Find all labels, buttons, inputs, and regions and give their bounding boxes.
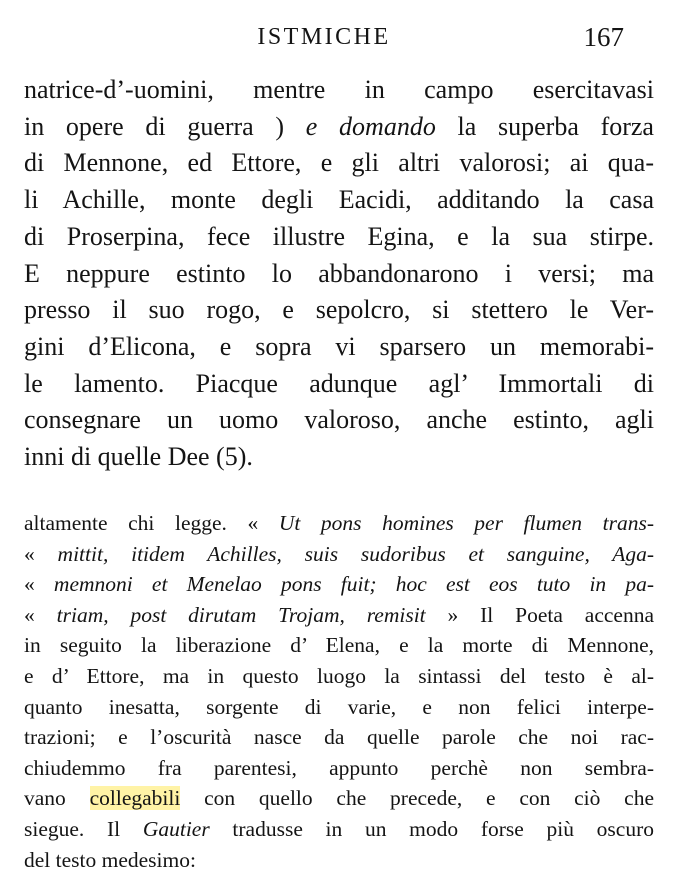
page-header bbox=[24, 22, 624, 52]
quote-mark: « bbox=[24, 602, 57, 627]
note-line bbox=[24, 783, 654, 814]
text-segment: altamente chi legge. « bbox=[24, 511, 279, 535]
note-line: e d’ Ettore, ma in questo luogo la sintassi del testo è al- bbox=[24, 663, 654, 688]
latin-quote: memnoni et Menelao pons fuit; hoc est eos tuto in pa- bbox=[53, 572, 654, 597]
text-line: presso il suo rogo, e sepolcro, si stettero le Ver- bbox=[24, 295, 654, 325]
quote-mark: « bbox=[24, 541, 58, 566]
text-segment: siegue. Il bbox=[24, 816, 143, 841]
text-line: inni di quelle Dee (5). bbox=[24, 442, 253, 472]
latin-quote: Ut pons homines per flumen trans- bbox=[278, 511, 654, 535]
note-line bbox=[24, 539, 654, 570]
note-line bbox=[24, 600, 654, 631]
text-line: le lamento. Piacque adunque agl’ Immortali di bbox=[24, 368, 654, 398]
text-line: E neppure estinto lo abbandonarono i versi; ma bbox=[24, 258, 654, 288]
note-line bbox=[24, 814, 654, 845]
note-line bbox=[24, 508, 654, 539]
latin-quote: mittit, itidem Achilles, suis sudoribus et sanguine, Aga- bbox=[57, 541, 655, 566]
text-line: consegnare un uomo valoroso, anche estinto, agli bbox=[24, 405, 654, 435]
text-segment: con quello che precede, e con ciò che bbox=[180, 786, 655, 811]
note-line: chiudemmo fra parentesi, appunto perchè non sembra- bbox=[24, 755, 654, 780]
main-paragraph bbox=[24, 72, 654, 476]
page-number: 167 bbox=[583, 22, 624, 52]
text-line: li Achille, monte degli Eacidi, additando la casa bbox=[24, 185, 654, 215]
highlighted-word[interactable]: collegabili bbox=[89, 786, 181, 811]
italic-phrase: e domando bbox=[305, 111, 436, 141]
text-segment: vano bbox=[24, 786, 90, 811]
note-line bbox=[24, 569, 654, 600]
text-segment: » Il Poeta accenna bbox=[425, 602, 654, 627]
author-name: Gautier bbox=[142, 816, 210, 841]
latin-quote: triam, post dirutam Trojam, remisit bbox=[56, 602, 426, 627]
note-line: quanto inesatta, sorgente di varie, e non felici interpe- bbox=[24, 694, 654, 719]
quote-mark: « bbox=[24, 572, 54, 597]
text-line: di Proserpina, fece illustre Egina, e la sua stirpe. bbox=[24, 221, 654, 251]
note-line: del testo medesimo: bbox=[24, 847, 196, 872]
text-segment: tradusse in un modo forse più oscuro bbox=[209, 816, 655, 841]
running-head: ISTMICHE bbox=[257, 24, 391, 50]
text-line bbox=[24, 109, 654, 146]
commentary-notes bbox=[24, 508, 654, 875]
text-segment: la superba forza bbox=[435, 111, 654, 141]
text-line: di Mennone, ed Ettore, e gli altri valorosi; ai qua- bbox=[24, 148, 654, 178]
note-line: in seguito la liberazione d’ Elena, e la morte di Mennone, bbox=[24, 633, 654, 658]
text-segment: in opere di guerra ) bbox=[24, 111, 306, 141]
text-line: gini d’Elicona, e sopra vi sparsero un memorabi- bbox=[24, 331, 654, 361]
text-line: natrice-d’-uomini, mentre in campo esercitavasi bbox=[24, 75, 654, 104]
note-line: trazioni; e l’oscurità nasce da quelle parole che noi rac- bbox=[24, 725, 654, 750]
